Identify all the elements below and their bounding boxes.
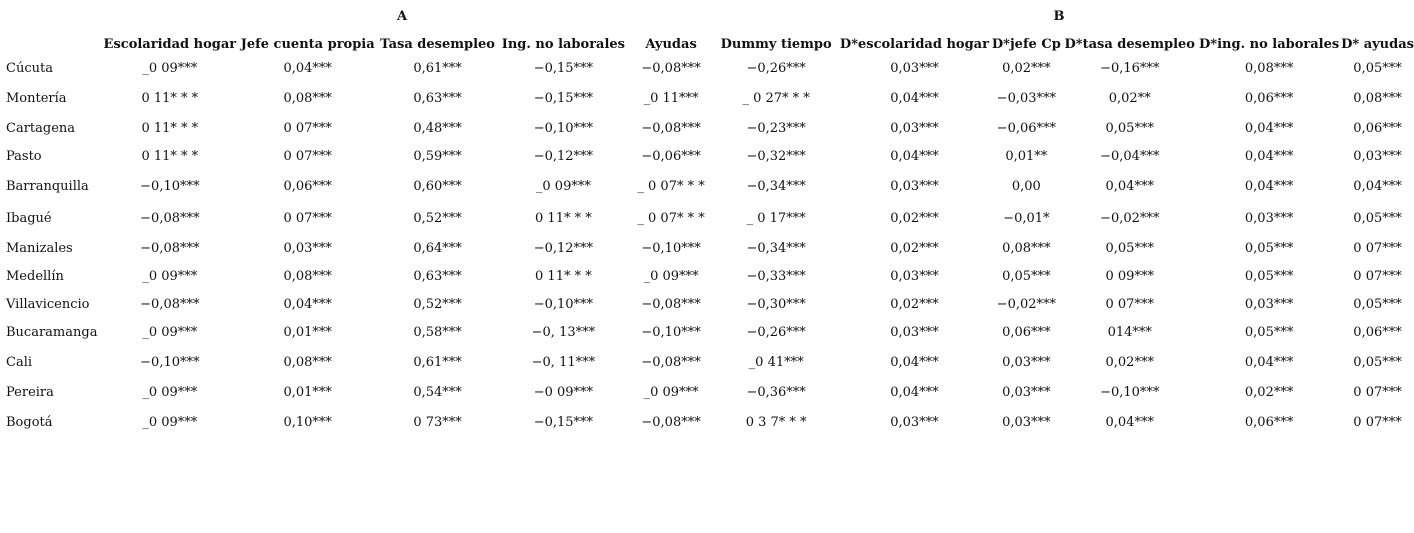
table-row <box>6 378 1414 406</box>
coefficient-cell: 0,05*** <box>1353 210 1402 226</box>
city-name: Montería <box>6 90 67 106</box>
coefficient-cell: 0,05*** <box>1002 268 1051 284</box>
coefficient-cell: 0,04*** <box>890 384 939 400</box>
coefficient-cell: −0,26*** <box>746 324 806 340</box>
coefficient-cell: 0 07*** <box>283 148 332 164</box>
coefficient-cell: −0,04*** <box>1100 148 1160 164</box>
coefficient-cell: −0,08*** <box>641 60 701 76</box>
column-header: D*jefe Cp <box>991 36 1061 52</box>
column-header: D*tasa desempleo <box>1064 36 1195 52</box>
table-row <box>6 170 1414 202</box>
coefficient-cell: −0,08*** <box>641 296 701 312</box>
table-row <box>6 234 1414 262</box>
coefficient-cell: 0,58*** <box>413 324 462 340</box>
table-header-row <box>6 34 1414 54</box>
table-row <box>6 318 1414 346</box>
column-header: Ing. no laborales <box>501 36 625 52</box>
coefficient-cell: −0,10*** <box>140 178 200 194</box>
coefficient-cell: 0,02*** <box>1002 60 1051 76</box>
coefficient-cell: 0,08*** <box>1002 240 1051 256</box>
column-header: Jefe cuenta propia <box>240 36 375 52</box>
coefficient-cell: 0,06*** <box>1353 324 1402 340</box>
table-row <box>6 262 1414 290</box>
city-name: Villavicencio <box>6 296 90 312</box>
coefficient-cell: 0,05*** <box>1353 60 1402 76</box>
table-row <box>6 142 1414 170</box>
coefficient-cell: 0,04*** <box>1244 178 1294 194</box>
coefficient-cell: −0,08*** <box>140 210 200 226</box>
city-name: Manizales <box>6 240 73 256</box>
coefficient-cell: 0,63*** <box>413 90 462 106</box>
coefficient-cell: 0,01** <box>1005 148 1048 164</box>
column-header: D*ing. no laborales <box>1199 36 1340 52</box>
coefficient-cell: 014*** <box>1107 324 1152 340</box>
coefficient-cell: 0,02*** <box>890 210 939 226</box>
coefficient-cell: −0,01* <box>1003 210 1050 226</box>
coefficient-cell: _0 09*** <box>142 414 198 430</box>
coefficient-cell: 0,03*** <box>890 60 939 76</box>
coefficient-cell: 0 11* * * <box>141 148 199 164</box>
coefficient-cell: 0,03*** <box>890 178 939 194</box>
coefficient-cell: 0,08*** <box>283 268 332 284</box>
coefficient-cell: _ 0 17*** <box>746 210 806 226</box>
table-row <box>6 346 1414 378</box>
coefficient-cell: _0 09*** <box>142 268 198 284</box>
coefficient-cell: 0,02*** <box>890 240 939 256</box>
coefficient-cell: 0,06*** <box>283 178 332 194</box>
coefficient-cell: 0,06*** <box>1244 414 1294 430</box>
coefficient-cell: −0,32*** <box>746 148 806 164</box>
coefficient-cell: 0,03*** <box>1002 414 1051 430</box>
coefficient-cell: −0,30*** <box>746 296 806 312</box>
coefficient-cell: 0,03*** <box>890 324 939 340</box>
city-name: Cúcuta <box>6 60 53 76</box>
coefficient-cell: −0,23*** <box>746 120 806 136</box>
coefficient-cell: 0,04*** <box>1244 148 1294 164</box>
coefficient-cell: 0,10*** <box>283 414 332 430</box>
coefficient-cell: 0,03*** <box>890 268 939 284</box>
coefficient-cell: 0,05*** <box>1353 296 1402 312</box>
coefficient-cell: 0,01*** <box>283 384 332 400</box>
city-name: Medellín <box>6 268 64 284</box>
coefficient-cell: −0,10*** <box>533 296 594 312</box>
coefficient-cell: 0,05*** <box>1105 240 1154 256</box>
coefficient-cell: 0,04*** <box>283 60 332 76</box>
coefficient-cell: 0,59*** <box>413 148 462 164</box>
coefficient-cell: 0,04*** <box>890 148 939 164</box>
coefficient-cell: −0,10*** <box>140 354 200 370</box>
table-row <box>6 114 1414 142</box>
coefficient-cell: 0,05*** <box>1244 324 1294 340</box>
table-row <box>6 202 1414 234</box>
coefficient-cell: 0,03*** <box>890 414 939 430</box>
coefficient-cell: 0,01*** <box>283 324 332 340</box>
coefficient-cell: −0,08*** <box>140 240 200 256</box>
coefficient-cell: 0 07*** <box>1353 268 1402 284</box>
coefficient-cell: 0 11* * * <box>535 210 592 226</box>
coefficient-cell: −0,16*** <box>1100 60 1160 76</box>
coefficient-cell: 0 73*** <box>413 414 462 430</box>
table-row <box>6 290 1414 318</box>
coefficient-cell: 0,03*** <box>283 240 332 256</box>
city-name: Pereira <box>6 384 54 400</box>
table-row <box>6 54 1414 82</box>
coefficient-cell: 0,08*** <box>283 354 332 370</box>
coefficient-cell: 0,05*** <box>1353 354 1402 370</box>
coefficient-cell: _0 09*** <box>643 268 699 284</box>
coefficient-cell: 0 07*** <box>283 120 332 136</box>
coefficient-cell: −0,06*** <box>641 148 701 164</box>
coefficient-cell: −0,10*** <box>641 324 701 340</box>
column-header: D*escolaridad hogar <box>839 36 989 52</box>
coefficient-cell: 0 11* * * <box>141 120 199 136</box>
coefficient-cell: −0, 13*** <box>531 324 596 340</box>
table-row <box>6 82 1414 114</box>
coefficient-cell: 0,03*** <box>1244 210 1294 226</box>
coefficient-cell: 0,64*** <box>413 240 462 256</box>
table-row <box>6 406 1414 438</box>
city-name: Ibagué <box>6 210 52 226</box>
regression-table <box>6 34 1414 438</box>
coefficient-cell: 0,08*** <box>1353 90 1402 106</box>
coefficient-cell: −0,03*** <box>996 90 1057 106</box>
coefficient-cell: 0,03*** <box>1353 148 1402 164</box>
coefficient-cell: −0, 11*** <box>531 354 596 370</box>
coefficient-cell: 0,61*** <box>413 354 462 370</box>
coefficient-cell: _ 0 27* * * <box>742 90 810 106</box>
coefficient-cell: 0,04*** <box>1105 178 1154 194</box>
coefficient-cell: −0,08*** <box>641 354 701 370</box>
city-name: Cartagena <box>6 120 76 136</box>
coefficient-cell: −0,02*** <box>996 296 1057 312</box>
coefficient-cell: 0,05*** <box>1244 240 1294 256</box>
column-header: Ayudas <box>645 36 697 52</box>
group-label-a: A <box>396 9 408 24</box>
coefficient-cell: _0 09*** <box>643 384 699 400</box>
coefficient-cell: 0,06*** <box>1353 120 1402 136</box>
coefficient-cell: 0,08*** <box>1244 60 1294 76</box>
city-name: Cali <box>6 354 33 370</box>
coefficient-cell: −0,10*** <box>533 120 594 136</box>
coefficient-cell: −0,15*** <box>533 90 594 106</box>
coefficient-cell: 0,04*** <box>1353 178 1402 194</box>
coefficient-cell: 0,61*** <box>413 60 462 76</box>
coefficient-cell: −0,08*** <box>140 296 200 312</box>
coefficient-cell: −0,12*** <box>533 148 594 164</box>
table-body <box>6 54 1414 438</box>
coefficient-cell: −0,26*** <box>746 60 806 76</box>
coefficient-cell: −0,12*** <box>533 240 594 256</box>
coefficient-cell: 0,04*** <box>283 296 332 312</box>
coefficient-cell: 0,03*** <box>1002 354 1051 370</box>
city-name: Barranquilla <box>6 178 89 194</box>
coefficient-cell: −0,15*** <box>533 414 594 430</box>
coefficient-cell: 0 11* * * <box>535 268 592 284</box>
coefficient-cell: 0,05*** <box>1105 120 1154 136</box>
coefficient-cell: −0,34*** <box>746 240 806 256</box>
coefficient-cell: 0,54*** <box>413 384 462 400</box>
coefficient-cell: 0 07*** <box>1105 296 1154 312</box>
coefficient-cell: _0 09*** <box>142 60 198 76</box>
coefficient-cell: −0,15*** <box>533 60 594 76</box>
coefficient-cell: −0,10*** <box>641 240 701 256</box>
coefficient-cell: 0,06*** <box>1002 324 1051 340</box>
coefficient-cell: _0 09*** <box>535 178 591 194</box>
column-header: D* ayudas <box>1341 36 1414 52</box>
column-header: Escolaridad hogar <box>103 36 237 52</box>
coefficient-cell: 0,03*** <box>1244 296 1294 312</box>
coefficient-cell: 0 09*** <box>1105 268 1154 284</box>
coefficient-cell: 0,63*** <box>413 268 462 284</box>
coefficient-cell: 0,04*** <box>890 90 939 106</box>
coefficient-cell: 0 07*** <box>1353 240 1402 256</box>
coefficient-cell: 0,02** <box>1108 90 1151 106</box>
coefficient-cell: −0,02*** <box>1100 210 1160 226</box>
coefficient-cell: 0,08*** <box>283 90 332 106</box>
city-name: Bogotá <box>6 414 53 430</box>
coefficient-cell: −0,10*** <box>1100 384 1160 400</box>
coefficient-cell: 0,06*** <box>1244 90 1294 106</box>
coefficient-cell: _ 0 07* * * <box>637 178 705 194</box>
coefficient-cell: −0,34*** <box>746 178 806 194</box>
coefficient-cell: −0,33*** <box>746 268 806 284</box>
coefficient-cell: −0,06*** <box>996 120 1057 136</box>
coefficient-cell: 0,04*** <box>1244 120 1294 136</box>
coefficient-cell: −0,08*** <box>641 120 701 136</box>
coefficient-cell: _0 11*** <box>643 90 699 106</box>
coefficient-cell: 0,48*** <box>413 120 462 136</box>
coefficient-cell: 0,03*** <box>1002 384 1051 400</box>
coefficient-cell: _0 09*** <box>142 384 198 400</box>
coefficient-cell: 0 07*** <box>283 210 332 226</box>
coefficient-cell: 0,02*** <box>890 296 939 312</box>
coefficient-cell: 0,04*** <box>890 354 939 370</box>
column-header-city <box>6 34 101 54</box>
coefficient-cell: 0 3 7* * * <box>745 414 807 430</box>
coefficient-cell: 0 07*** <box>1353 414 1402 430</box>
coefficient-cell: 0,04*** <box>1244 354 1294 370</box>
coefficient-cell: 0,02*** <box>1105 354 1154 370</box>
coefficient-cell: 0,60*** <box>413 178 462 194</box>
coefficient-cell: −0,36*** <box>746 384 806 400</box>
coefficient-cell: _0 41*** <box>748 354 804 370</box>
coefficient-cell: −0,08*** <box>641 414 701 430</box>
column-header: Dummy tiempo <box>720 36 832 52</box>
coefficient-cell: _0 09*** <box>142 324 198 340</box>
coefficient-cell: 0 07*** <box>1353 384 1402 400</box>
city-name: Pasto <box>6 148 42 164</box>
coefficient-cell: 0,05*** <box>1244 268 1294 284</box>
coefficient-cell: 0,52*** <box>413 296 462 312</box>
coefficient-cell: 0 11* * * <box>141 90 199 106</box>
coefficient-cell: 0,04*** <box>1105 414 1154 430</box>
coefficient-cell: 0,52*** <box>413 210 462 226</box>
group-label-b: B <box>1053 9 1065 24</box>
coefficient-cell: 0,02*** <box>1244 384 1294 400</box>
coefficient-cell: 0,00 <box>1011 178 1041 194</box>
column-header: Tasa desempleo <box>380 36 495 52</box>
coefficient-cell: −0 09*** <box>533 384 594 400</box>
coefficient-cell: _ 0 07* * * <box>637 210 705 226</box>
coefficient-cell: 0,03*** <box>890 120 939 136</box>
city-name: Bucaramanga <box>6 324 98 340</box>
